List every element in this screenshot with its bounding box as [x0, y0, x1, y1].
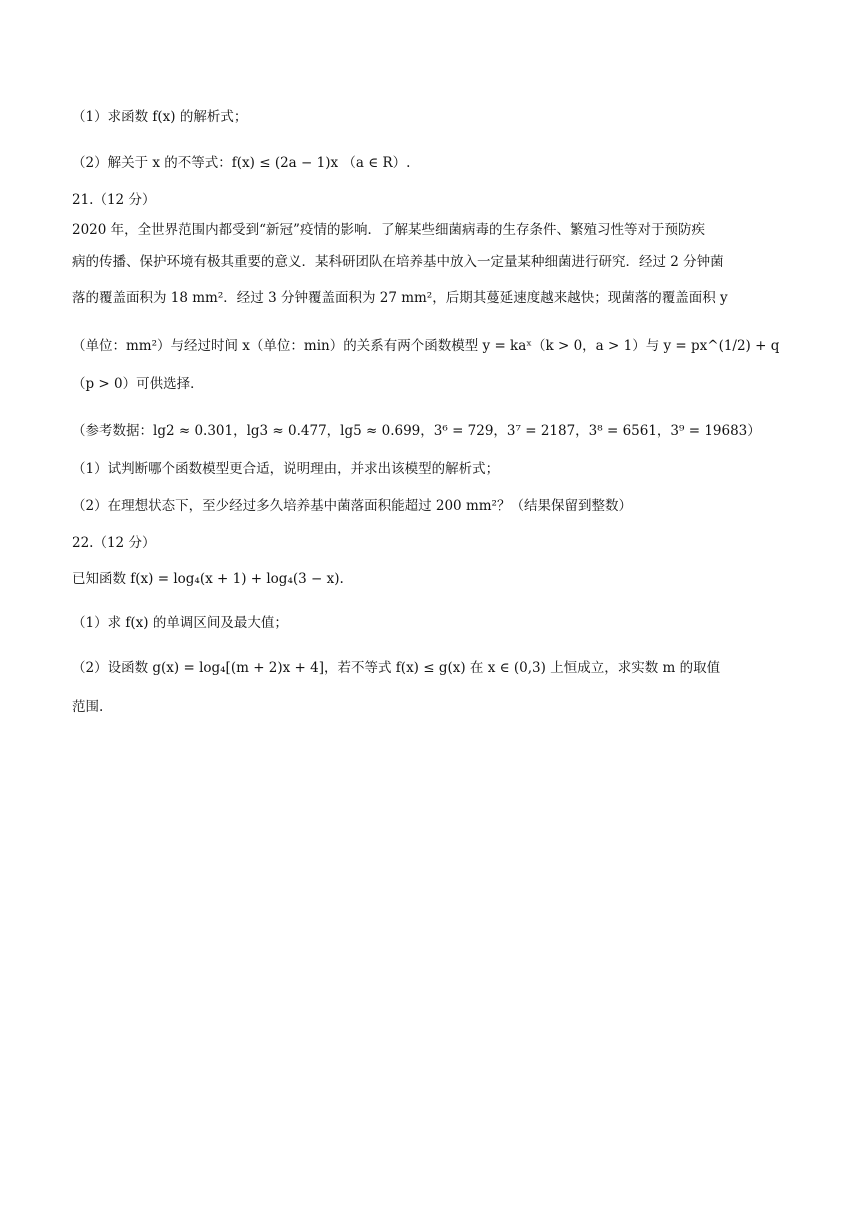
question-21-body-line: 病的传播、保护环境有极其重要的意义．某科研团队在培养基中放入一定量某种细菌进行研究．经过 2 分钟菌: [72, 254, 724, 270]
question-21-body-line: 2020 年，全世界范围内都受到“新冠”疫情的影响．了解某些细菌病毒的生存条件、繁殖习性等对于预防疾: [72, 222, 705, 238]
question-22-heading: 22.（12 分）: [72, 535, 156, 551]
question-22-body: 已知函数 f(x) = log₄(x + 1) + log₄(3 − x).: [72, 571, 344, 587]
question-21-heading: 21.（12 分）: [72, 192, 156, 208]
question-21-part-2: （2）在理想状态下，至少经过多久培养基中菌落面积能超过 200 mm²？（结果保留到整数）: [72, 498, 632, 514]
question-22-part-1: （1）求 f(x) 的单调区间及最大值；: [72, 615, 288, 631]
question-21-body-line: （单位：mm²）与经过时间 x（单位：min）的关系有两个函数模型 y = kaˣ（k > 0，a > 1）与 y = px^(1/2) + q: [72, 338, 780, 354]
question-22-part-2-cont: 范围.: [72, 699, 104, 715]
question-21-body-line: 落的覆盖面积为 18 mm²．经过 3 分钟覆盖面积为 27 mm²，后期其蔓延速度越来越快；现菌落的覆盖面积 y: [72, 290, 728, 306]
question-20-part-2: （2）解关于 x 的不等式：f(x) ≤ (2a − 1)x （a ∈ R）.: [72, 155, 411, 171]
question-21-part-1: （1）试判断哪个函数模型更合适，说明理由，并求出该模型的解析式；: [72, 461, 500, 477]
reference-data: （参考数据：lg2 ≈ 0.301，lg3 ≈ 0.477，lg5 ≈ 0.699，3⁶ = 729，3⁷ = 2187，3⁸ = 6561，3⁹ = 19683）: [72, 423, 761, 439]
question-22-part-2: （2）设函数 g(x) = log₄[(m + 2)x + 4]，若不等式 f(x) ≤ g(x) 在 x ∈ (0,3) 上恒成立，求实数 m 的取值: [72, 660, 721, 676]
question-20-part-1: （1）求函数 f(x) 的解析式；: [72, 109, 248, 125]
question-21-body-line: （p > 0）可供选择．: [72, 376, 204, 392]
